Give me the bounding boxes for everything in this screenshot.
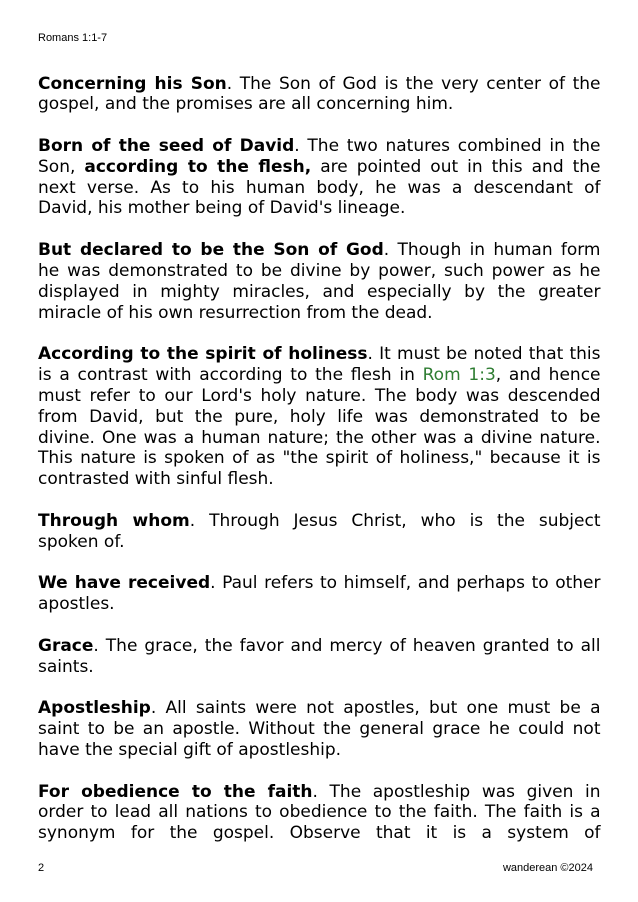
text-line xyxy=(38,636,601,657)
text-line: displayed in mighty miracles, and especially by the greater xyxy=(38,281,601,302)
note-through-whom xyxy=(38,511,601,553)
note-but-declared-to-be-the-son-of-god xyxy=(38,240,601,323)
note-term: Through whom xyxy=(38,510,190,531)
text-line: from David, but the pure, holy life was demonstrated to be xyxy=(38,406,601,427)
note-text: . Though in human form xyxy=(383,240,601,261)
note-born-of-the-seed-of-david xyxy=(38,136,601,219)
note-text: . The apostleship was given in xyxy=(312,781,601,802)
note-term: For obedience to the faith xyxy=(38,781,313,802)
text-line xyxy=(38,74,601,95)
note-term: Born of the seed of David xyxy=(38,135,295,156)
note-text: is a contrast with according to the flesh in xyxy=(38,365,423,386)
text-line xyxy=(38,698,601,719)
text-line xyxy=(38,157,601,178)
copyright-notice: wanderean ©2024 xyxy=(502,862,593,874)
note-text: . All saints were not apostles, but one must be a xyxy=(150,698,601,719)
emphasis-phrase: according to the flesh, xyxy=(84,156,312,177)
text-line: saint to be an apostle. Without the general grace he could not xyxy=(38,719,601,740)
note-text: , and hence xyxy=(495,365,601,386)
text-line xyxy=(38,511,601,532)
scripture-reference-link[interactable]: Rom 1:3 xyxy=(422,365,496,386)
note-according-to-the-spirit-of-holiness xyxy=(38,344,601,490)
text-line xyxy=(38,240,601,261)
text-line xyxy=(38,573,601,594)
text-line: divine. One was a human nature; the other was a divine nature. xyxy=(38,427,601,448)
note-text: . The two natures combined in the xyxy=(294,135,601,156)
text-line: have the special gift of apostleship. xyxy=(38,740,342,760)
note-text: . It must be noted that this xyxy=(367,344,601,365)
note-term: Grace xyxy=(38,635,94,656)
note-for-obedience-to-the-faith xyxy=(38,782,601,844)
text-line: next verse. As to his human body, he was a descendant of xyxy=(38,177,601,198)
text-line xyxy=(38,344,601,365)
text-line xyxy=(38,782,601,803)
text-line: order to lead all nations to obedience to the faith. The faith is a xyxy=(38,802,601,823)
note-term: But declared to be the Son of God xyxy=(38,240,384,261)
text-line: contrasted with sinful flesh. xyxy=(38,469,274,490)
text-line: David, his mother being of David's lineage. xyxy=(38,198,406,219)
note-text: . Paul refers to himself, and perhaps to other xyxy=(210,573,601,594)
note-text: . The Son of God is the very center of the xyxy=(226,73,601,94)
note-apostleship xyxy=(38,698,601,760)
note-we-have-received xyxy=(38,573,601,615)
note-term: Concerning his Son xyxy=(38,73,227,94)
text-line: miracle of his own resurrection from the dead. xyxy=(38,302,433,323)
note-text: Son, xyxy=(38,156,85,177)
note-concerning-his-son xyxy=(38,74,601,116)
note-text: . The grace, the favor and mercy of heaven granted to all xyxy=(93,635,601,656)
text-line: saints. xyxy=(38,656,94,677)
text-line: synonym for the gospel. Observe that it is a system of xyxy=(38,823,601,844)
commentary-body xyxy=(38,74,601,845)
note-text: are pointed out in this and the xyxy=(311,156,601,177)
text-line: must refer to our Lord's holy nature. The body was descended xyxy=(38,385,601,406)
note-grace xyxy=(38,636,601,678)
text-line xyxy=(38,136,601,157)
note-term: Apostleship xyxy=(38,698,151,719)
text-line xyxy=(38,365,601,386)
note-term: According to the spirit of holiness xyxy=(38,344,368,365)
running-header: Romans 1:1-7 xyxy=(38,32,108,44)
text-line: he was demonstrated to be divine by power, such power as he xyxy=(38,260,601,281)
text-line: apostles. xyxy=(38,594,115,615)
note-text: . Through Jesus Christ, who is the subject xyxy=(189,510,601,531)
note-term: We have received xyxy=(38,573,211,594)
text-line: gospel, and the promises are all concerning him. xyxy=(38,94,454,115)
page-number: 2 xyxy=(38,862,45,874)
text-line: This nature is spoken of as "the spirit of holiness," because it is xyxy=(38,448,601,469)
text-line: spoken of. xyxy=(38,531,125,552)
